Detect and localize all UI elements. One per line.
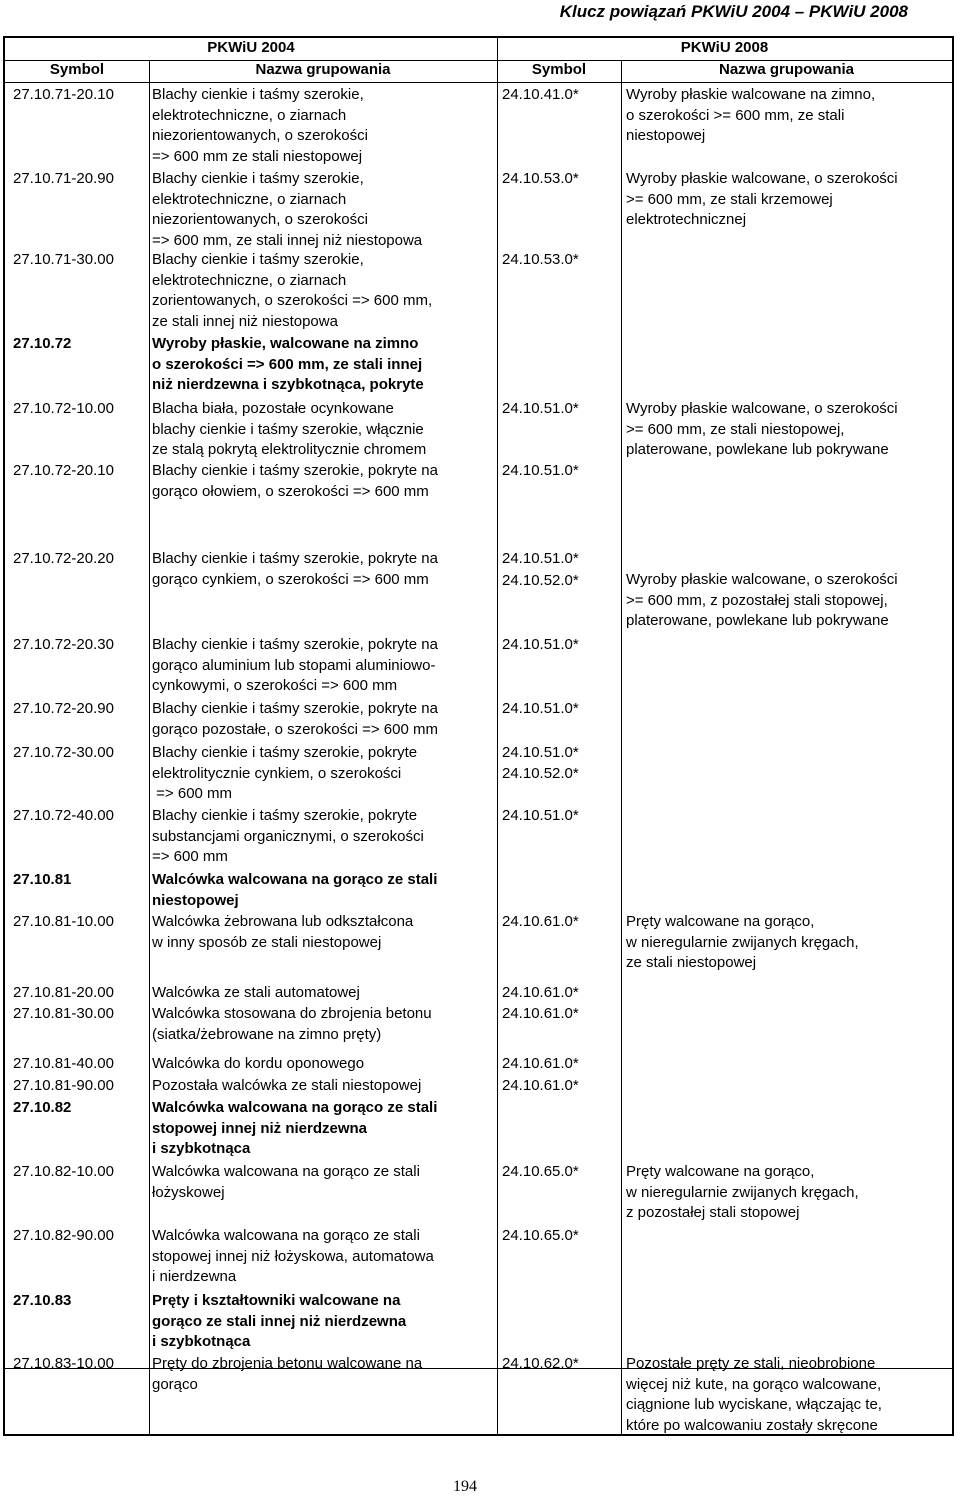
pkwiu2008-name-line: ze stali niestopowej xyxy=(626,954,757,972)
pkwiu2004-symbol: 27.10.72-20.10 xyxy=(13,462,114,479)
pkwiu2004-name-line: Walcówka do kordu oponowego xyxy=(152,1055,365,1072)
pkwiu2004-name-line: Blachy cienkie i taśmy szerokie, pokryte na xyxy=(152,700,438,717)
pkwiu2008-name-line: Wyroby płaskie walcowane na zimno, xyxy=(626,86,876,103)
correspondence-table xyxy=(3,36,954,1436)
pkwiu2004-name-line: ze stali innej niż niestopowa xyxy=(152,313,338,331)
pkwiu2004-name-line: zorientowanych, o szerokości => 600 mm, xyxy=(152,292,433,310)
pkwiu2004-symbol: 27.10.81-20.00 xyxy=(13,984,114,1001)
pkwiu2004-name-line: i nierdzewna xyxy=(152,1268,237,1286)
pkwiu2004-symbol: 27.10.81 xyxy=(13,871,72,888)
pkwiu2008-symbol: 24.10.51.0* xyxy=(502,636,579,653)
pkwiu2004-name-line: ze stalą pokrytą elektrolitycznie chromem xyxy=(152,441,427,459)
pkwiu2004-name-line: Walcówka walcowana na gorąco ze stali xyxy=(152,1099,438,1116)
column-header-symbol-2008: Symbol xyxy=(531,61,587,78)
pkwiu2004-symbol: 27.10.72-10.00 xyxy=(13,400,114,417)
pkwiu2008-symbol: 24.10.51.0* xyxy=(502,550,579,567)
pkwiu2004-name-line: elektrotechniczne, o ziarnach xyxy=(152,271,347,289)
column-divider xyxy=(621,60,622,1434)
pkwiu2008-name-line: elektrotechnicznej xyxy=(626,211,747,229)
column-divider xyxy=(497,38,498,1434)
pkwiu2004-name-line: w inny sposób ze stali niestopowej xyxy=(152,933,382,951)
pkwiu2004-symbol: 27.10.72-20.90 xyxy=(13,700,114,717)
pkwiu2004-symbol: 27.10.72-20.30 xyxy=(13,636,114,653)
pkwiu2004-symbol: 27.10.72-40.00 xyxy=(13,807,114,824)
pkwiu2004-name-line: => 600 mm xyxy=(152,848,228,866)
pkwiu2008-symbol: 24.10.51.0* xyxy=(502,400,579,417)
pkwiu2004-symbol: 27.10.72-20.20 xyxy=(13,550,114,567)
pkwiu2004-name-line: Wyroby płaskie, walcowane na zimno xyxy=(152,335,419,352)
pkwiu2008-name-line: platerowane, powlekane lub pokrywane xyxy=(626,612,889,630)
pkwiu2004-name-line: Blacha biała, pozostałe ocynkowane xyxy=(152,400,394,417)
pkwiu2004-symbol: 27.10.82-90.00 xyxy=(13,1227,114,1244)
pkwiu2004-name-line: gorąco xyxy=(152,1375,198,1393)
pkwiu2004-symbol: 27.10.83-10.00 xyxy=(13,1355,114,1372)
pkwiu2008-name-line: >= 600 mm, ze stali niestopowej, xyxy=(626,420,845,438)
pkwiu2008-symbol: 24.10.53.0* xyxy=(502,170,579,187)
pkwiu2008-symbol: 24.10.61.0* xyxy=(502,913,579,930)
pkwiu2004-name-line: gorąco cynkiem, o szerokości => 600 mm xyxy=(152,570,429,588)
pkwiu2004-symbol: 27.10.81-30.00 xyxy=(13,1005,114,1022)
pkwiu2008-symbol: 24.10.52.0* xyxy=(502,571,579,589)
pkwiu2008-name-line: niestopowej xyxy=(626,127,706,145)
pkwiu2004-symbol: 27.10.72-30.00 xyxy=(13,744,114,761)
pkwiu2004-name-line: Walcówka żebrowana lub odkształcona xyxy=(152,913,414,930)
page-number: 194 xyxy=(453,1478,477,1495)
pkwiu2004-symbol: 27.10.81-10.00 xyxy=(13,913,114,930)
pkwiu2004-name-line: Walcówka ze stali automatowej xyxy=(152,984,360,1001)
pkwiu2008-name-line: >= 600 mm, z pozostałej stali stopowej, xyxy=(626,591,888,609)
pkwiu2004-name-line: Blachy cienkie i taśmy szerokie, pokryte na xyxy=(152,550,438,567)
pkwiu2004-name-line: gorąco aluminium lub stopami aluminiowo- xyxy=(152,656,436,674)
pkwiu2008-name-line: w nieregularnie zwijanych kręgach, xyxy=(626,933,859,951)
pkwiu2004-name-line: gorąco ołowiem, o szerokości => 600 mm xyxy=(152,482,429,500)
pkwiu2008-name-line: Pręty walcowane na gorąco, xyxy=(626,913,815,930)
pkwiu2004-name-line: stopowej innej niż łożyskowa, automatowa xyxy=(152,1247,434,1265)
column-header-symbol-2004: Symbol xyxy=(49,61,105,78)
pkwiu2004-name-line: gorąco ze stali innej niż nierdzewna xyxy=(152,1312,407,1330)
column-header-name-2008: Nazwa grupowania xyxy=(718,61,855,78)
pkwiu2004-name-line: o szerokości => 600 mm, ze stali innej xyxy=(152,355,423,373)
pkwiu2008-name-line: Wyroby płaskie walcowane, o szerokości xyxy=(626,400,898,417)
pkwiu2008-name-line: Pozostałe pręty ze stali, nieobrobione xyxy=(626,1355,876,1372)
pkwiu2004-name-line: => 600 mm, ze stali innej niż niestopowa xyxy=(152,232,423,250)
pkwiu2004-symbol: 27.10.83 xyxy=(13,1292,72,1309)
pkwiu2004-name-line: elektrotechniczne, o ziarnach xyxy=(152,190,347,208)
pkwiu2008-name-line: ciągnione lub wyciskane, włączając te, xyxy=(626,1396,882,1414)
pkwiu2008-name-line: Wyroby płaskie walcowane, o szerokości xyxy=(626,571,898,588)
pkwiu2004-symbol: 27.10.81-90.00 xyxy=(13,1077,114,1094)
pkwiu2008-symbol: 24.10.51.0* xyxy=(502,807,579,824)
pkwiu2004-symbol: 27.10.82 xyxy=(13,1099,72,1116)
pkwiu2004-name-line: Pozostała walcówka ze stali niestopowej xyxy=(152,1077,422,1094)
pkwiu2004-symbol: 27.10.72 xyxy=(13,335,72,352)
pkwiu2008-name-line: z pozostałej stali stopowej xyxy=(626,1204,800,1222)
pkwiu2008-symbol: 24.10.61.0* xyxy=(502,1077,579,1094)
pkwiu2004-name-line: cynkowymi, o szerokości => 600 mm xyxy=(152,677,398,695)
pkwiu2004-name-line: => 600 mm ze stali niestopowej xyxy=(152,148,363,166)
pkwiu2008-symbol: 24.10.51.0* xyxy=(502,744,579,761)
pkwiu2004-name-line: Blachy cienkie i taśmy szerokie, xyxy=(152,251,364,268)
pkwiu2008-symbol: 24.10.51.0* xyxy=(502,700,579,717)
pkwiu2004-name-line: i szybkotnąca xyxy=(152,1140,251,1158)
pkwiu2004-name-line: niż nierdzewna i szybkotnąca, pokryte xyxy=(152,376,424,394)
pkwiu2004-name-line: Walcówka stosowana do zbrojenia betonu xyxy=(152,1005,432,1022)
pkwiu2008-name-line: platerowane, powlekane lub pokrywane xyxy=(626,441,889,459)
pkwiu2008-symbol: 24.10.52.0* xyxy=(502,764,579,782)
pkwiu2008-name-line: >= 600 mm, ze stali krzemowej xyxy=(626,190,833,208)
group-header-2008: PKWiU 2008 xyxy=(680,39,769,56)
pkwiu2004-name-line: Blachy cienkie i taśmy szerokie, pokryte xyxy=(152,807,418,824)
pkwiu2004-name-line: Walcówka walcowana na gorąco ze stali xyxy=(152,1163,420,1180)
pkwiu2008-symbol: 24.10.61.0* xyxy=(502,1005,579,1022)
pkwiu2004-name-line: => 600 mm xyxy=(152,785,233,803)
pkwiu2004-name-line: Blachy cienkie i taśmy szerokie, xyxy=(152,170,364,187)
pkwiu2004-symbol: 27.10.71-20.10 xyxy=(13,86,114,103)
pkwiu2008-name-line: które po walcowaniu zostały skręcone xyxy=(626,1417,878,1435)
pkwiu2004-name-line: niezorientowanych, o szerokości xyxy=(152,127,368,145)
pkwiu2008-symbol: 24.10.53.0* xyxy=(502,251,579,268)
pkwiu2004-name-line: niestopowej xyxy=(152,891,239,909)
pkwiu2004-symbol: 27.10.81-40.00 xyxy=(13,1055,114,1072)
group-header-2004: PKWiU 2004 xyxy=(207,39,295,56)
header-divider xyxy=(5,82,952,83)
pkwiu2004-name-line: Walcówka walcowana na gorąco ze stali xyxy=(152,1227,420,1244)
pkwiu2008-name-line: w nieregularnie zwijanych kręgach, xyxy=(626,1183,859,1201)
pkwiu2008-symbol: 24.10.61.0* xyxy=(502,1055,579,1072)
pkwiu2008-name-line: Wyroby płaskie walcowane, o szerokości xyxy=(626,170,898,187)
pkwiu2008-symbol: 24.10.65.0* xyxy=(502,1227,579,1244)
pkwiu2008-symbol: 24.10.51.0* xyxy=(502,462,579,479)
pkwiu2004-symbol: 27.10.71-30.00 xyxy=(13,251,114,268)
pkwiu2004-name-line: Blachy cienkie i taśmy szerokie, pokryte xyxy=(152,744,418,761)
column-header-name-2004: Nazwa grupowania xyxy=(255,61,391,78)
pkwiu2004-name-line: i szybkotnąca xyxy=(152,1333,251,1351)
pkwiu2004-name-line: elektrolitycznie cynkiem, o szerokości xyxy=(152,764,402,782)
pkwiu2004-symbol: 27.10.82-10.00 xyxy=(13,1163,114,1180)
pkwiu2004-name-line: substancjami organicznymi, o szerokości xyxy=(152,827,424,845)
running-header: Klucz powiązań PKWiU 2004 – PKWiU 2008 xyxy=(559,2,908,21)
pkwiu2004-name-line: Walcówka walcowana na gorąco ze stali xyxy=(152,871,438,888)
pkwiu2008-name-line: Pręty walcowane na gorąco, xyxy=(626,1163,815,1180)
pkwiu2004-name-line: blachy cienkie i taśmy szerokie, włącznie xyxy=(152,420,424,438)
pkwiu2004-name-line: Blachy cienkie i taśmy szerokie, pokryte na xyxy=(152,636,438,653)
pkwiu2004-name-line: Pręty do zbrojenia betonu walcowane na xyxy=(152,1355,423,1372)
pkwiu2008-name-line: o szerokości >= 600 mm, ze stali xyxy=(626,106,845,124)
pkwiu2004-name-line: Blachy cienkie i taśmy szerokie, xyxy=(152,86,364,103)
pkwiu2004-name-line: Blachy cienkie i taśmy szerokie, pokryte na xyxy=(152,462,438,479)
pkwiu2008-symbol: 24.10.65.0* xyxy=(502,1163,579,1180)
pkwiu2004-symbol: 27.10.71-20.90 xyxy=(13,170,114,187)
pkwiu2008-symbol: 24.10.62.0* xyxy=(502,1355,579,1372)
pkwiu2004-name-line: (siatka/żebrowane na zimno pręty) xyxy=(152,1025,382,1043)
pkwiu2004-name-line: Pręty i kształtowniki walcowane na xyxy=(152,1292,401,1309)
pkwiu2004-name-line: stopowej innej niż nierdzewna xyxy=(152,1119,368,1137)
column-divider xyxy=(149,60,150,1434)
pkwiu2004-name-line: niezorientowanych, o szerokości xyxy=(152,211,368,229)
pkwiu2008-name-line: więcej niż kute, na gorąco walcowane, xyxy=(626,1375,882,1393)
pkwiu2004-name-line: gorąco pozostałe, o szerokości => 600 mm xyxy=(152,720,438,738)
pkwiu2008-symbol: 24.10.61.0* xyxy=(502,984,579,1001)
pkwiu2004-name-line: łożyskowej xyxy=(152,1183,225,1201)
pkwiu2004-name-line: elektrotechniczne, o ziarnach xyxy=(152,106,347,124)
pkwiu2008-symbol: 24.10.41.0* xyxy=(502,86,579,103)
